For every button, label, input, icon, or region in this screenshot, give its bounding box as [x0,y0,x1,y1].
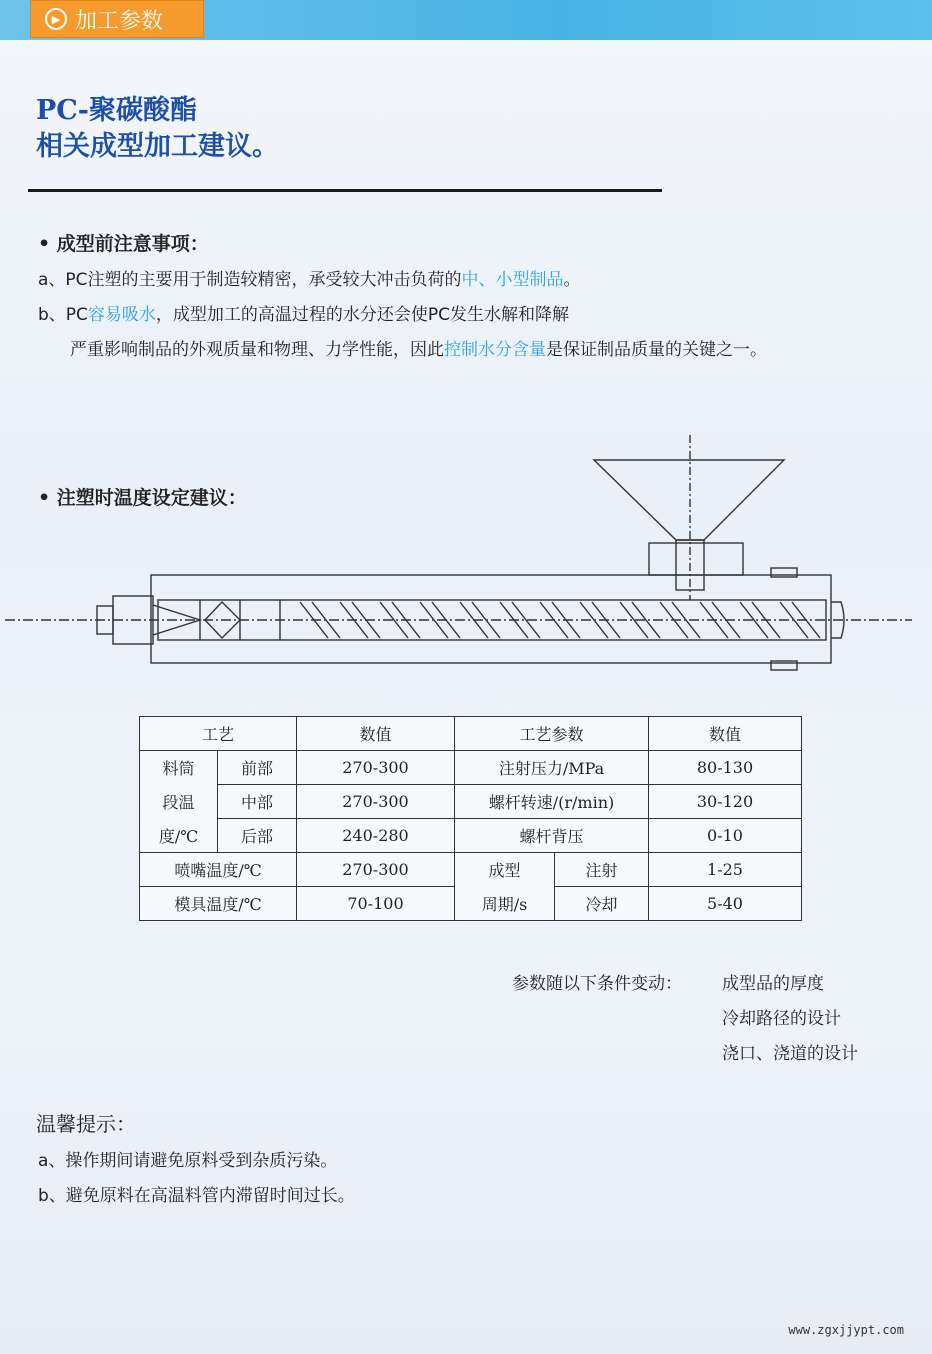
precaution-b-text: b、PC [38,305,88,325]
notes-lead: 参数随以下条件变动： [512,974,682,994]
table-header-cell: 工艺参数 [455,717,649,751]
zone-value: 240-280 [297,819,455,853]
precaution-a-suffix: 。 [563,270,581,290]
table-header-cell: 数值 [297,717,455,751]
feed-block [649,543,743,575]
precaution-b-suffix: ，成型加工的高温过程的水分还会使PC发生水解和降解 [155,305,570,325]
precaution-b-line2 [70,335,767,360]
precautions-heading: • 成型前注意事项： [38,233,209,255]
precaution-a-highlight: 中、小型制品 [461,270,564,290]
table-row [140,887,802,921]
barrel-body [151,575,831,663]
precaution-b [38,300,569,325]
mold-temp-label: 模具温度/℃ [140,887,297,921]
barrel-label: 段温 [140,785,218,819]
temperature-heading: • 注塑时温度设定建议： [38,487,247,509]
zone-label: 前部 [218,751,297,785]
zone-value: 270-300 [297,785,455,819]
mold-temp-value: 70-100 [297,887,455,921]
cycle-label: 周期/s [455,887,555,921]
footer-url: www.zgxjjypt.com [788,1323,904,1337]
cool-label: 冷却 [555,887,649,921]
precaution-a [38,265,581,290]
zone-value: 270-300 [297,751,455,785]
hopper-funnel [594,460,784,540]
table-header-cell: 数值 [649,717,802,751]
section-tab-label: 加工参数 [75,8,164,34]
barrel-label: 料筒 [140,751,218,785]
section-tab[interactable] [30,0,204,38]
param-value: 30-120 [649,785,802,819]
tips-title: 温馨提示： [36,1112,136,1136]
table-row [140,785,802,819]
nozzle-temp-value: 270-300 [297,853,455,887]
param-label: 螺杆转速/(r/min) [455,785,649,819]
table-header-row [140,717,802,751]
page-title-line2: 相关成型加工建议。 [36,131,279,162]
precaution-a-text: a、PC注塑的主要用于制造较精密，承受较大冲击负荷的 [38,270,462,290]
tip-item: b、避免原料在高温料管内滞留时间过长。 [38,1186,355,1206]
cool-value: 5-40 [649,887,802,921]
table-header-cell: 工艺 [140,717,297,751]
table-row [140,751,802,785]
cycle-label: 成型 [455,853,555,887]
param-label: 螺杆背压 [455,819,649,853]
circle-chevron-right-icon: ▶ [45,8,67,30]
title-divider [28,189,662,192]
tip-item: a、操作期间请避免原料受到杂质污染。 [38,1151,338,1171]
zone-label: 后部 [218,819,297,853]
notes-item: 冷却路径的设计 [722,1009,841,1029]
precaution-b2-highlight: 控制水分含量 [444,340,546,360]
table-row [140,819,802,853]
precaution-b2-text: 严重影响制品的外观质量和物理、力学性能，因此 [70,340,444,360]
zone-label: 中部 [218,785,297,819]
inject-label: 注射 [555,853,649,887]
precaution-b2-suffix: 是保证制品质量的关键之一。 [546,340,767,360]
process-parameter-table [139,716,802,921]
param-value: 0-10 [649,819,802,853]
nozzle-temp-label: 喷嘴温度/℃ [140,853,297,887]
inject-value: 1-25 [649,853,802,887]
barrel-label: 度/℃ [140,819,218,853]
table-row [140,853,802,887]
injection-screw-diagram [0,430,932,720]
precaution-b-highlight: 容易吸水 [87,305,156,325]
param-label: 注射压力/MPa [455,751,649,785]
page-title-line1: PC-聚碳酸酯 [36,95,197,126]
notes-item: 成型品的厚度 [722,974,824,994]
notes-item: 浇口、浇道的设计 [722,1044,858,1064]
param-value: 80-130 [649,751,802,785]
